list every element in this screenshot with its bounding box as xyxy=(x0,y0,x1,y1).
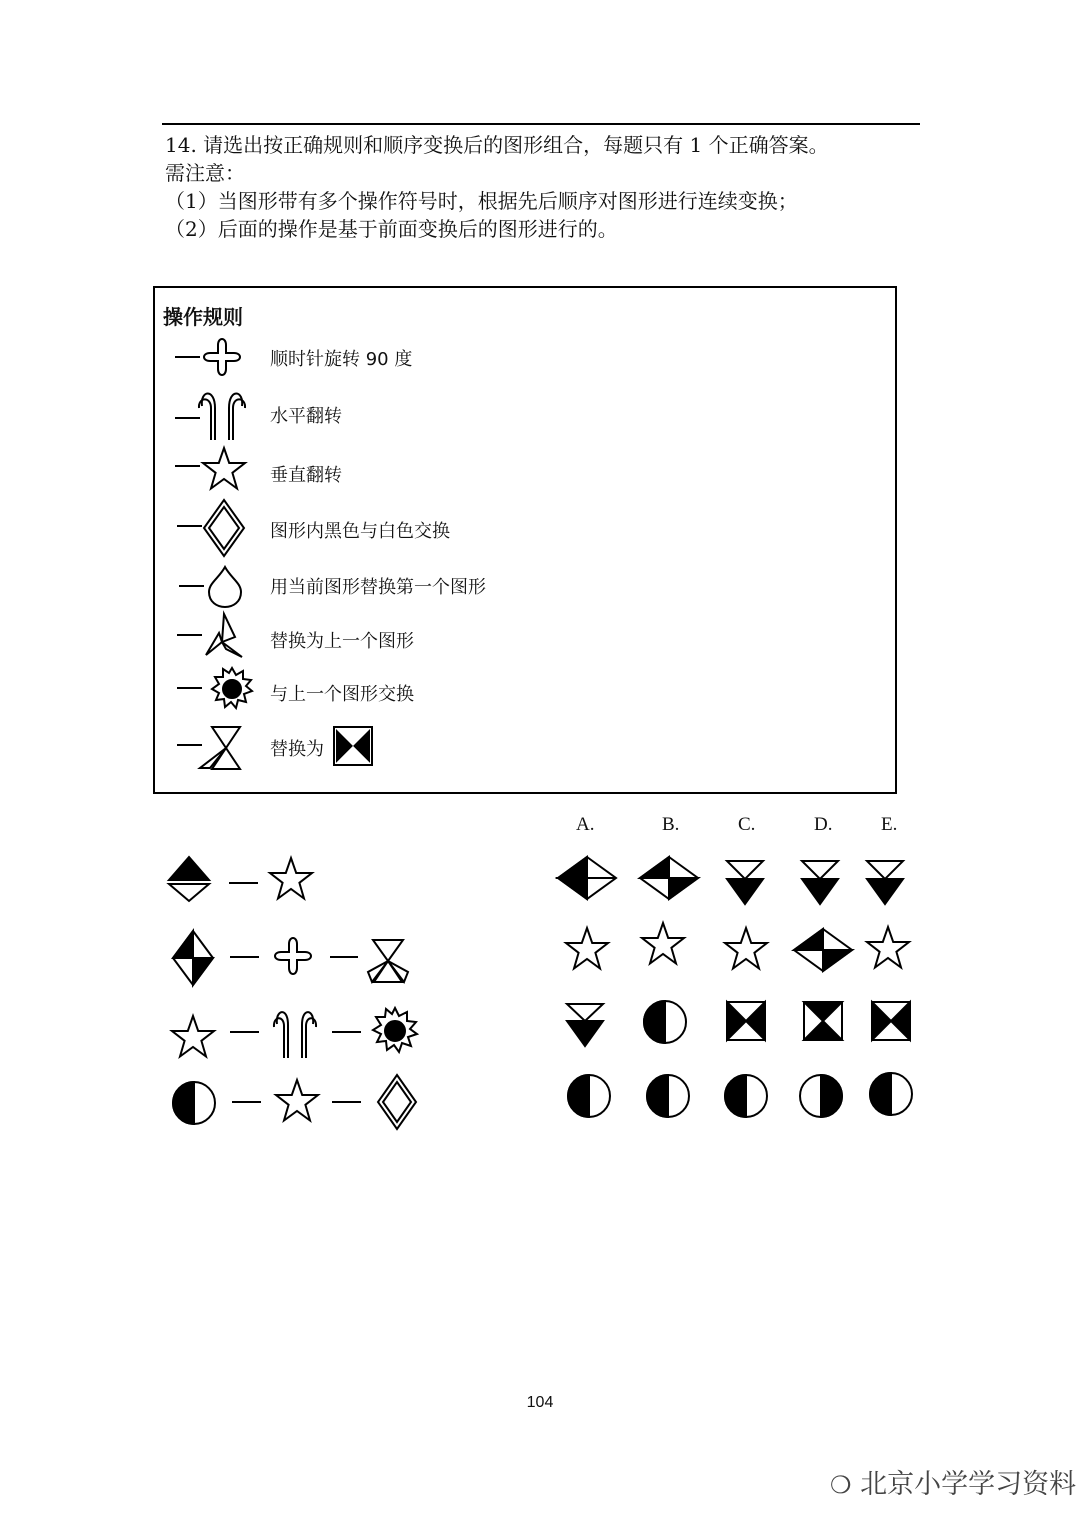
rule-text-vflip: 垂直翻转 xyxy=(270,465,342,486)
answer-r1-c[interactable] xyxy=(727,861,763,904)
option-label-c: C. xyxy=(738,814,756,835)
rule-icon-trefoil xyxy=(177,727,240,769)
answer-r4-c[interactable] xyxy=(725,1075,767,1117)
answer-r1-b[interactable] xyxy=(640,857,698,899)
rule-text-replace-prev: 替换为上一个图形 xyxy=(270,631,414,652)
rules-title: 操作规则 xyxy=(163,305,243,329)
rule-icon-propeller xyxy=(177,614,242,657)
answer-r1-a[interactable] xyxy=(558,857,616,899)
answer-r1-d[interactable] xyxy=(802,861,838,904)
answer-r2-e[interactable] xyxy=(867,927,909,968)
page-number: 104 xyxy=(526,1394,554,1411)
rule-text-hflip: 水平翻转 xyxy=(270,406,342,427)
answer-r4-d[interactable] xyxy=(800,1075,842,1117)
question-note-label: 需注意： xyxy=(165,161,245,185)
rule-text-replace-with: 替换为 xyxy=(270,739,324,760)
answer-r3-a[interactable] xyxy=(567,1004,603,1046)
answer-r2-d[interactable] xyxy=(794,929,852,971)
rule-icon-diamond xyxy=(177,500,244,556)
rule-text-exchange-prev: 与上一个图形交换 xyxy=(270,684,414,705)
rule-text-replace-first: 用当前图形替换第一个图形 xyxy=(270,577,486,598)
answer-r3-e[interactable] xyxy=(872,1002,910,1040)
option-label-a: A. xyxy=(576,814,595,835)
answer-r3-d[interactable] xyxy=(804,1002,842,1040)
question-note-1: （1）当图形带有多个操作符号时，根据先后顺序对图形进行连续变换； xyxy=(165,189,798,213)
option-label-d: D. xyxy=(814,814,833,835)
rule-text-swap-color: 图形内黑色与白色交换 xyxy=(270,521,450,542)
answer-r2-b[interactable] xyxy=(642,923,684,964)
answer-r3-b[interactable] xyxy=(644,1001,686,1043)
rule-icon-drop xyxy=(179,567,241,607)
question-row-4 xyxy=(173,1075,416,1129)
rule-icon-cross-petal xyxy=(175,339,240,375)
rule-text-rotate: 顺时针旋转 90 度 xyxy=(270,349,413,370)
option-label-e: E. xyxy=(881,814,898,835)
wechat-icon: ❍ xyxy=(830,1471,852,1499)
question-note-2: （2）后面的操作是基于前面变换后的图形进行的。 xyxy=(165,217,618,241)
answer-r4-b[interactable] xyxy=(647,1075,689,1117)
rule-icon-sun xyxy=(177,668,252,708)
answer-r4-a[interactable] xyxy=(568,1075,610,1117)
answer-r2-c[interactable] xyxy=(725,928,767,969)
answer-r3-c[interactable] xyxy=(727,1002,765,1040)
answer-r2-a[interactable] xyxy=(566,928,608,969)
hourglass-box-icon xyxy=(334,727,372,765)
rule-icon-star xyxy=(175,448,245,489)
question-row-2 xyxy=(173,931,408,985)
answer-r4-e[interactable] xyxy=(870,1073,912,1115)
question-row-1 xyxy=(169,857,312,901)
rule-icon-aries xyxy=(175,394,245,441)
question-title: 14. 请选出按正确规则和顺序变换后的图形组合，每题只有 1 个正确答案。 xyxy=(165,133,829,157)
answer-r1-e[interactable] xyxy=(867,861,903,904)
option-label-b: B. xyxy=(662,814,680,835)
watermark-text: 北京小学学习资料 xyxy=(860,1469,1077,1500)
question-row-3 xyxy=(172,1008,417,1058)
